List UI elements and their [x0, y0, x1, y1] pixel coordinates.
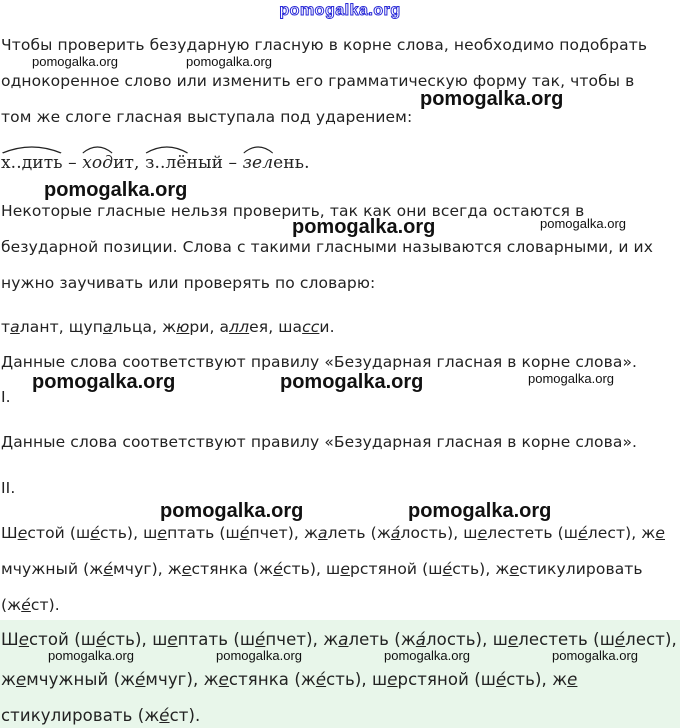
watermark-label: pomogalka.org — [540, 216, 626, 231]
marked-letter: е́ — [255, 630, 266, 649]
word-fragment: мчуг), ж — [113, 560, 182, 578]
word-fragment: сть), ш — [99, 524, 158, 542]
marked-letter: е — [655, 524, 666, 542]
marked-letter: е — [509, 560, 520, 578]
word-fragment: стикулировать — [519, 560, 643, 578]
watermark-label: pomogalka.org — [160, 500, 304, 522]
watermark-label: pomogalka.org — [292, 216, 436, 238]
word-fragment: мчужный (ж — [1, 560, 104, 578]
word-fragment: сть), ш — [326, 670, 388, 689]
marked-letter: е — [157, 524, 168, 542]
word-fragment: стой (ш — [29, 630, 96, 649]
watermark-label: pomogalka.org — [186, 54, 272, 69]
word-fragment: лест), ж — [587, 524, 656, 542]
marked-letter: е — [218, 670, 229, 689]
word-fragment: мчужный (ж — [26, 670, 136, 689]
watermark-header: pomogalka.org — [279, 2, 401, 19]
word-fragment: лестеть (ш — [487, 524, 579, 542]
marked-letter: е — [507, 630, 519, 649]
marked-letter: е́ — [159, 706, 170, 725]
marked-letter: е — [340, 560, 350, 578]
rule-statement-2: Данные слова соответствуют правилу «Безударная гласная в корне слова». — [1, 433, 638, 451]
marked-letter: е́ — [90, 524, 100, 542]
watermark-label: pomogalka.org — [44, 179, 188, 201]
marked-letter: а — [10, 318, 20, 336]
answer-line-3 — [1, 706, 679, 726]
theory2-line-1: Некоторые гласные нельзя проверить, так как они всегда остаются в — [1, 202, 585, 220]
watermark-label: pomogalka.org — [32, 371, 176, 393]
marked-letter: е — [567, 670, 578, 689]
marked-letter: е́ — [103, 560, 114, 578]
example-dash-1: – — [68, 153, 77, 173]
rule-statement-1: Данные слова соответствуют правилу «Безударная гласная в корне слова». — [1, 353, 638, 371]
example-word-4: зел — [243, 153, 273, 173]
section-label-2: II. — [1, 479, 16, 497]
word-fragment: Ш — [1, 630, 19, 649]
word-list-line-1 — [1, 523, 679, 543]
marked-letter: е́ — [496, 670, 507, 689]
marked-letter: а — [102, 318, 113, 336]
answer-line-1 — [1, 630, 679, 650]
word-fragment: леть (ж — [348, 630, 416, 649]
marked-letter: е́ — [135, 670, 146, 689]
word-fragment: стянка (ж — [228, 670, 316, 689]
marked-letter: е́ — [442, 560, 453, 578]
marked-letter: е́ — [578, 524, 588, 542]
example-line — [1, 153, 679, 173]
word-fragment: стой (ш — [27, 524, 91, 542]
marked-letter: е — [477, 524, 488, 542]
watermark-label: pomogalka.org — [384, 648, 470, 663]
word-fragment: сть), ж — [506, 670, 568, 689]
word-fragment: лест), — [625, 630, 677, 649]
word-fragment: рстяной (ш — [349, 560, 443, 578]
theory-line-1: Чтобы проверить безударную гласную в корне слова, необходимо подобрать — [1, 36, 648, 54]
watermark-label: pomogalka.org — [552, 648, 638, 663]
marked-letter: сс — [302, 318, 320, 336]
theory-line-2: однокоренное слово или изменить его грамматическую форму так, чтобы в — [1, 72, 635, 90]
answer-block — [0, 620, 680, 728]
watermark-label: pomogalka.org — [280, 371, 424, 393]
example-word-4-ending: ень. — [273, 153, 310, 173]
word-list-line-3 — [1, 595, 679, 615]
marked-letter: а́ — [390, 524, 401, 542]
marked-letter: е́ — [273, 560, 283, 578]
watermark-label: pomogalka.org — [420, 88, 564, 110]
word-fragment: пчет), ж — [265, 630, 339, 649]
word-fragment: Ш — [1, 524, 18, 542]
word-list-line-2 — [1, 559, 679, 579]
theory2-line-2: безударной позиции. Слова с такими гласными называются словарными, и их — [1, 238, 653, 256]
root-arc-icon — [243, 144, 273, 154]
marked-letter: а — [338, 630, 349, 649]
example-word-2: ход — [82, 153, 113, 173]
word-fragment: сть), ш — [282, 560, 341, 578]
marked-letter: е́ — [315, 670, 327, 689]
example-word-1: х..дить — [1, 153, 63, 173]
word-fragment: лость), ш — [426, 630, 508, 649]
section-label-1: I. — [1, 388, 11, 406]
marked-letter: е — [181, 560, 192, 578]
word-fragment: мчуг), ж — [145, 670, 219, 689]
word-fragment: лестеть (ш — [518, 630, 615, 649]
dictionary-words: талант, щупальца, жюри, аллея, шасси. — [1, 318, 335, 336]
marked-letter: а — [318, 524, 328, 542]
theory-line-3: том же слоге гласная выступала под ударением: — [1, 108, 413, 126]
word-fragment: лость), ш — [400, 524, 478, 542]
watermark-label: pomogalka.org — [32, 54, 118, 69]
word-fragment: ст). — [30, 596, 60, 614]
root-arc-icon — [1, 144, 63, 154]
example-word-2-ending: ит, — [113, 153, 140, 173]
marked-letter: е́ — [96, 630, 107, 649]
word-fragment: стикулировать (ж — [1, 706, 160, 725]
watermark-label: pomogalka.org — [408, 500, 552, 522]
example-dash-2: – — [228, 153, 238, 173]
word-fragment: ж — [1, 670, 16, 689]
root-arc-icon — [145, 144, 189, 154]
marked-letter: е — [167, 630, 178, 649]
word-fragment: рстяной (ш — [397, 670, 496, 689]
marked-letter: е́ — [614, 630, 626, 649]
theory2-line-3: нужно заучивать или проверять по словарю: — [1, 274, 376, 292]
word-fragment: стянка (ж — [191, 560, 274, 578]
word-fragment: птать (ш — [177, 630, 256, 649]
word-fragment: пчет), ж — [249, 524, 319, 542]
answer-line-2 — [1, 670, 679, 690]
root-arc-icon — [82, 144, 113, 154]
watermark-label: pomogalka.org — [528, 371, 614, 386]
word-fragment: ст). — [169, 706, 201, 725]
marked-letter: а́ — [415, 630, 426, 649]
marked-letter: е — [17, 524, 28, 542]
marked-letter: ю — [176, 318, 190, 336]
word-fragment: птать (ш — [167, 524, 240, 542]
word-fragment: сть), ш — [106, 630, 168, 649]
watermark-label: pomogalka.org — [216, 648, 302, 663]
marked-letter: е — [18, 630, 30, 649]
marked-letter: лл — [229, 318, 250, 336]
example-word-3: з..лёный — [145, 153, 223, 173]
marked-letter: е́ — [21, 596, 31, 614]
watermark-label: pomogalka.org — [48, 648, 134, 663]
word-fragment: сть), ж — [452, 560, 510, 578]
word-fragment: (ж — [1, 596, 22, 614]
word-fragment: леть (ж — [327, 524, 391, 542]
marked-letter: е — [387, 670, 398, 689]
marked-letter: е — [15, 670, 27, 689]
marked-letter: е́ — [239, 524, 250, 542]
